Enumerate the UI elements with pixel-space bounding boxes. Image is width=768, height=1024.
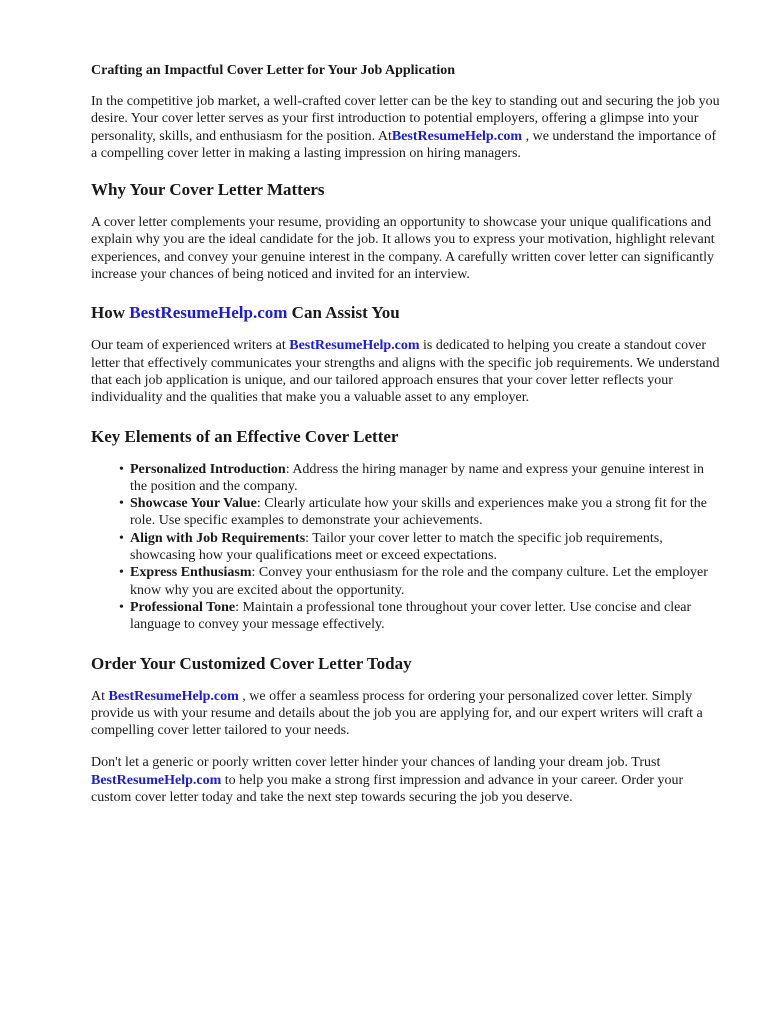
bullet-icon: • [119,565,124,581]
intro-text-after: , we understand the importance of a compelling cover letter in making a lasting impression on hiring managers. [91,128,717,161]
intro-paragraph [91,93,721,162]
bullet-icon: • [119,461,124,477]
order-p1-after: , we offer a seamless process for ordering your personalized cover letter. Simply provide us with your resume and details about the job you are applying for, and our expert writers will craft a compelling cover letter tailored to your needs. [91,688,703,739]
how-paragraph [91,337,721,406]
list-item-text: : Tailor your cover letter to match the specific job requirements, showcasing how your qualifications meet or exceed expectations. [130,530,663,564]
list-item [119,461,721,496]
order-p1-site-link[interactable]: BestResumeHelp.com [108,688,239,704]
list-item-term: Showcase Your Value [130,496,257,512]
list-item [119,530,721,565]
how-text-after: is dedicated to helping you create a standout cover letter that effectively communicates your strengths and aligns with the specific job requirements. We understand that each job application is unique, and our tailored approach ensures that your cover letter reflects your individuality and the qualities that make you a valuable asset to any employer. [91,338,720,406]
list-item-term: Personalized Introduction [130,461,286,477]
bullet-icon: • [119,530,124,546]
list-item-text: : Address the hiring manager by name and express your genuine interest in the position and the company. [130,461,705,494]
order-paragraph-2 [91,754,721,806]
order-p1-before: At [91,688,109,704]
bullet-icon: • [119,496,124,512]
order-p2-site-link[interactable]: BestResumeHelp.com [91,772,222,788]
how-heading-after: Can Assist You [287,303,400,323]
intro-text-before: In the competitive job market, a well-crafted cover letter can be the key to standing out and securing the job you desire. Your cover letter serves as your first introduction to potential employers, offering a glimpse into your personality, skills, and enthusiasm for the position. At [91,94,720,144]
order-p2-after: to help you make a strong first impression and advance in your career. Order your custom cover letter today and take the next step towards securing the job you deserve. [91,772,684,806]
how-heading-before: How [91,303,130,323]
list-item-term: Express Enthusiasm [130,565,252,581]
list-item-text: : Clearly articulate how your skills and experiences make you a strong fit for the role. Use specific examples to demonstrate your achievements. [130,496,708,529]
intro-site-link[interactable]: BestResumeHelp.com [391,128,523,144]
order-p2-before: Don't let a generic or poorly written cover letter hinder your chances of landing your dream job. Trust [91,755,661,771]
bullet-icon: • [119,599,124,615]
list-item-text: : Maintain a professional tone throughout your cover letter. Use concise and clear language to convey your message effectively. [130,599,692,633]
list-item-term: Professional Tone [130,599,236,615]
key-elements-list [91,461,721,634]
key-elements-heading: Key Elements of an Effective Cover Letter [91,426,399,446]
document-title: Crafting an Impactful Cover Letter for Your Job Application [91,63,455,78]
list-item [119,564,721,599]
why-heading: Why Your Cover Letter Matters [91,180,325,200]
how-body-site-link[interactable]: BestResumeHelp.com [289,338,420,354]
order-heading: Order Your Customized Cover Letter Today [91,653,412,673]
list-item [119,495,721,530]
how-text-before: Our team of experienced writers at [91,338,290,354]
why-paragraph: A cover letter complements your resume, providing an opportunity to showcase your unique qualifications and explain why you are the ideal candidate for the job. It allows you to express your motivation, highlight relevant experiences, and convey your genuine interest in the company. A carefully written cover letter can significantly increase your chances of being noticed and invited for an interview. [91,215,715,283]
document-page [91,62,721,821]
list-item [119,599,721,634]
how-heading [91,303,721,323]
list-item-term: Align with Job Requirements [130,530,306,546]
how-heading-site-link[interactable]: BestResumeHelp.com [129,303,288,323]
order-paragraph-1 [91,688,721,740]
list-item-text: : Convey your enthusiasm for the role and the company culture. Let the employer know why you are excited about the opportunity. [130,565,708,598]
